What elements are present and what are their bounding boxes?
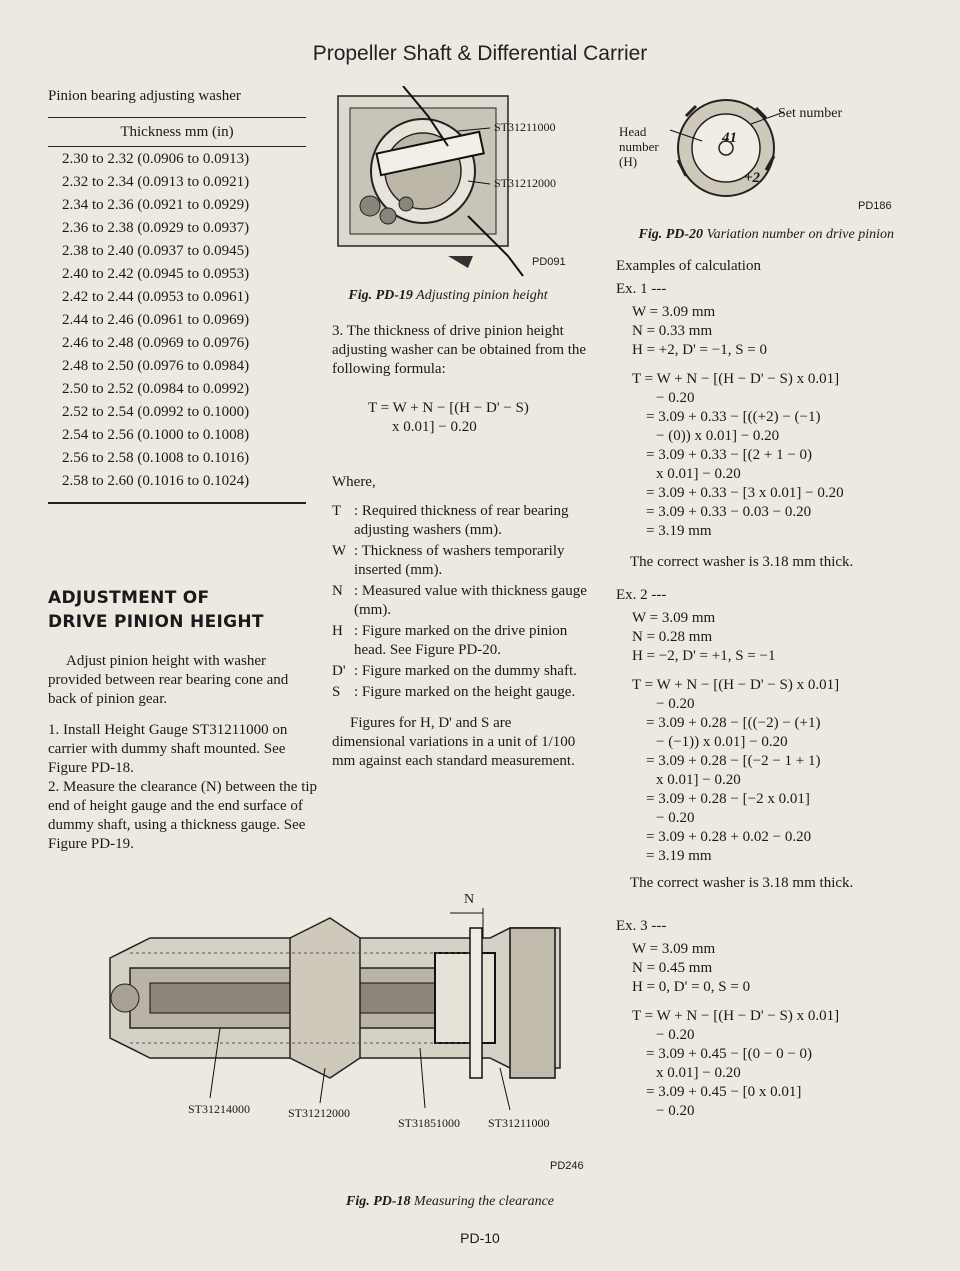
definition-symbol: S [332,684,341,700]
calc-line: = 3.19 mm [646,523,712,539]
ex-w: W = 3.09 mm [632,941,716,957]
ex-w: W = 3.09 mm [632,304,716,320]
fig20-number: Fig. PD-20 [638,227,704,242]
calc-line: = 3.09 + 0.33 − [((+2) − (−1) [646,409,821,425]
calc-examples [616,257,902,1121]
table-cell: 2.56 to 2.58 (0.1008 to 0.1016) [62,450,250,466]
calc-line: x 0.01] − 0.20 [656,1065,741,1081]
definition-symbol: N [332,583,343,599]
middle-column [308,86,588,771]
table-row [48,308,306,331]
table-row [48,469,306,503]
calc-line: − 0.20 [656,1027,695,1043]
left-column [48,86,318,854]
ex-n: N = 0.28 mm [632,629,713,645]
definition-text: : Figure marked on the height gauge. [354,684,576,700]
calc-line: T = W + N − [(H − D' − S) x 0.01] [632,1008,840,1024]
fig18-label-d: ST31211000 [488,1116,550,1130]
fig19-label-1: ST31211000 [494,120,556,134]
ex-result: The correct washer is 3.18 mm thick. [630,554,854,570]
step-3: 3. The thickness of drive pinion height adjusting washer can be obtained from the following formula: [332,323,587,377]
set-number-mark: 41 [722,130,737,146]
table-cell: 2.38 to 2.40 (0.0937 to 0.0945) [62,243,250,259]
definition-item [332,502,588,540]
table-row [48,147,306,171]
head-number-mark: +2 [744,170,761,186]
table-row [48,285,306,308]
calc-line: T = W + N − [(H − D' − S) x 0.01] [632,677,840,693]
formula-line: x 0.01] − 0.20 [392,419,477,435]
table-cell: 2.42 to 2.44 (0.0953 to 0.0961) [62,289,250,305]
definition-item [332,582,588,620]
table-cell: 2.46 to 2.48 (0.0969 to 0.0976) [62,335,250,351]
definition-item [332,622,588,660]
fig18-number: Fig. PD-18 [345,1194,411,1209]
fig18-caption-text: Measuring the clearance [414,1194,555,1209]
example-3 [616,917,902,1121]
washer-thickness-table [48,117,306,504]
definition-symbol: W [332,543,347,559]
where-label: Where, [332,474,376,490]
calc-line: − 0.20 [656,696,695,712]
table-cell: 2.32 to 2.34 (0.0913 to 0.0921) [62,174,250,190]
figure-pd20 [616,86,902,226]
definition-item [332,683,588,702]
ex-result: The correct washer is 3.18 mm thick. [630,875,854,891]
definition-symbol: D' [332,663,346,679]
calc-line: x 0.01] − 0.20 [656,772,741,788]
section-heading [48,586,318,634]
example-title: Ex. 1 --- [616,281,667,297]
table-header: Thickness mm (in) [48,118,306,147]
table-row [48,193,306,216]
fig18-label-a: ST31214000 [188,1102,251,1116]
table-cell: 2.52 to 2.54 (0.0992 to 0.1000) [62,404,250,420]
intro-paragraph: Adjust pinion height with washer provided between rear bearing cone and back of pinion gear. [48,653,289,707]
table-cell: 2.50 to 2.52 (0.0984 to 0.0992) [62,381,250,397]
right-column [616,86,902,1121]
ex-h: H = 0, D' = 0, S = 0 [632,979,751,995]
table-caption: Pinion bearing adjusting washer [48,88,241,104]
fig20-code: PD186 [858,200,892,212]
table-row [48,400,306,423]
definition-text: : Measured value with thickness gauge (mm). [354,583,587,618]
ex-h: H = −2, D' = +1, S = −1 [632,648,776,664]
calc-line: = 3.09 + 0.33 − [(2 + 1 − 0) [646,447,813,463]
calc-line: = 3.19 mm [646,848,712,864]
page-number: PD-10 [460,1230,500,1246]
fig18-label-b: ST31212000 [288,1106,351,1120]
fig18-label-c: ST31851000 [398,1116,461,1130]
calc-line: − (0)) x 0.01] − 0.20 [656,428,780,444]
table-row [48,331,306,354]
calc-line: = 3.09 + 0.28 − [(−2 − 1 + 1) [646,753,821,769]
section-heading-line: ADJUSTMENT OF [48,588,210,608]
fig18-n-label: N [464,892,475,907]
definition-item [332,662,588,681]
table-cell: 2.40 to 2.42 (0.0945 to 0.0953) [62,266,250,282]
ex-h: H = +2, D' = −1, S = 0 [632,342,768,358]
figure-pd19 [308,86,588,286]
calc-line: − (−1)) x 0.01] − 0.20 [656,734,788,750]
fig20-caption-text: Variation number on drive pinion [706,227,894,242]
set-number-label: Set number [778,106,843,121]
table-row [48,170,306,193]
definition-item [332,542,588,580]
example-title: Ex. 3 --- [616,918,667,934]
ex-n: N = 0.45 mm [632,960,713,976]
fig19-caption-text: Adjusting pinion height [416,288,548,303]
ex-n: N = 0.33 mm [632,323,713,339]
definition-symbol: H [332,623,343,639]
calc-line: − 0.20 [656,810,695,826]
table-cell: 2.36 to 2.38 (0.0929 to 0.0937) [62,220,250,236]
definition-text: : Thickness of washers temporarily inserted (mm). [354,543,565,578]
table-row [48,262,306,285]
definition-text: : Figure marked on the dummy shaft. [354,663,577,679]
calc-line: − 0.20 [656,1103,695,1119]
table-cell: 2.58 to 2.60 (0.1016 to 0.1024) [48,469,306,503]
example-2 [616,586,902,893]
page-title: Propeller Shaft & Differential Carrier [312,42,648,65]
calc-line: = 3.09 + 0.28 − [−2 x 0.01] [646,791,810,807]
step-2: 2. Measure the clearance (N) between the tip end of height gauge and the end surface of dummy shaft, using a thickness gauge. See Figure PD-19. [48,779,318,852]
examples-title: Examples of calculation [616,258,761,274]
definition-symbol: T [332,503,342,519]
carrier-cross-section [90,898,590,1138]
fig19-label-2: ST31212000 [494,176,557,190]
calc-line: = 3.09 + 0.33 − [3 x 0.01] − 0.20 [646,485,844,501]
table-cell: 2.48 to 2.50 (0.0976 to 0.0984) [62,358,250,374]
table-row [48,354,306,377]
figures-note: Figures for H, D' and S are dimensional variations in a unit of 1/100 mm against each standard measurement. [332,715,576,769]
table-cell: 2.30 to 2.32 (0.0906 to 0.0913) [62,151,250,167]
fig18-code: PD246 [550,1160,584,1172]
calc-line: x 0.01] − 0.20 [656,466,741,482]
table-row [48,239,306,262]
calc-line: = 3.09 + 0.28 − [((−2) − (+1) [646,715,821,731]
calc-line: − 0.20 [656,390,695,406]
head-number-label: Head number (H) [619,124,659,169]
fig19-number: Fig. PD-19 [348,288,413,303]
table-cell: 2.44 to 2.46 (0.0961 to 0.0969) [62,312,250,328]
formula [368,399,588,437]
section-heading-line: DRIVE PINION HEIGHT [48,612,264,632]
calc-line: = 3.09 + 0.45 − [0 x 0.01] [646,1084,802,1100]
table-cell: 2.54 to 2.56 (0.1000 to 0.1008) [62,427,250,443]
table-row [48,446,306,469]
table-cell: 2.34 to 2.36 (0.0921 to 0.0929) [62,197,250,213]
table-row [48,423,306,446]
definition-text: : Required thickness of rear bearing adjusting washers (mm). [354,503,569,538]
example-1 [616,280,902,572]
figure-pd18 [90,892,590,1178]
ex-w: W = 3.09 mm [632,610,716,626]
definition-text: : Figure marked on the drive pinion head. See Figure PD-20. [354,623,568,658]
table-row [48,216,306,239]
fig19-code: PD091 [532,256,566,268]
fig20-caption [616,226,902,243]
calc-line: = 3.09 + 0.33 − 0.03 − 0.20 [646,504,812,520]
calc-line: = 3.09 + 0.28 + 0.02 − 0.20 [646,829,812,845]
calc-line: T = W + N − [(H − D' − S) x 0.01] [632,371,840,387]
formula-line: T = W + N − [(H − D' − S) [368,400,529,416]
step-1: 1. Install Height Gauge ST31211000 on carrier with dummy shaft mounted. See Figure PD-18. [48,722,288,776]
fig18-caption [300,1194,600,1210]
definitions [308,473,588,771]
table-row [48,377,306,400]
fig19-caption [308,288,588,304]
example-title: Ex. 2 --- [616,587,667,603]
calc-line: = 3.09 + 0.45 − [(0 − 0 − 0) [646,1046,813,1062]
